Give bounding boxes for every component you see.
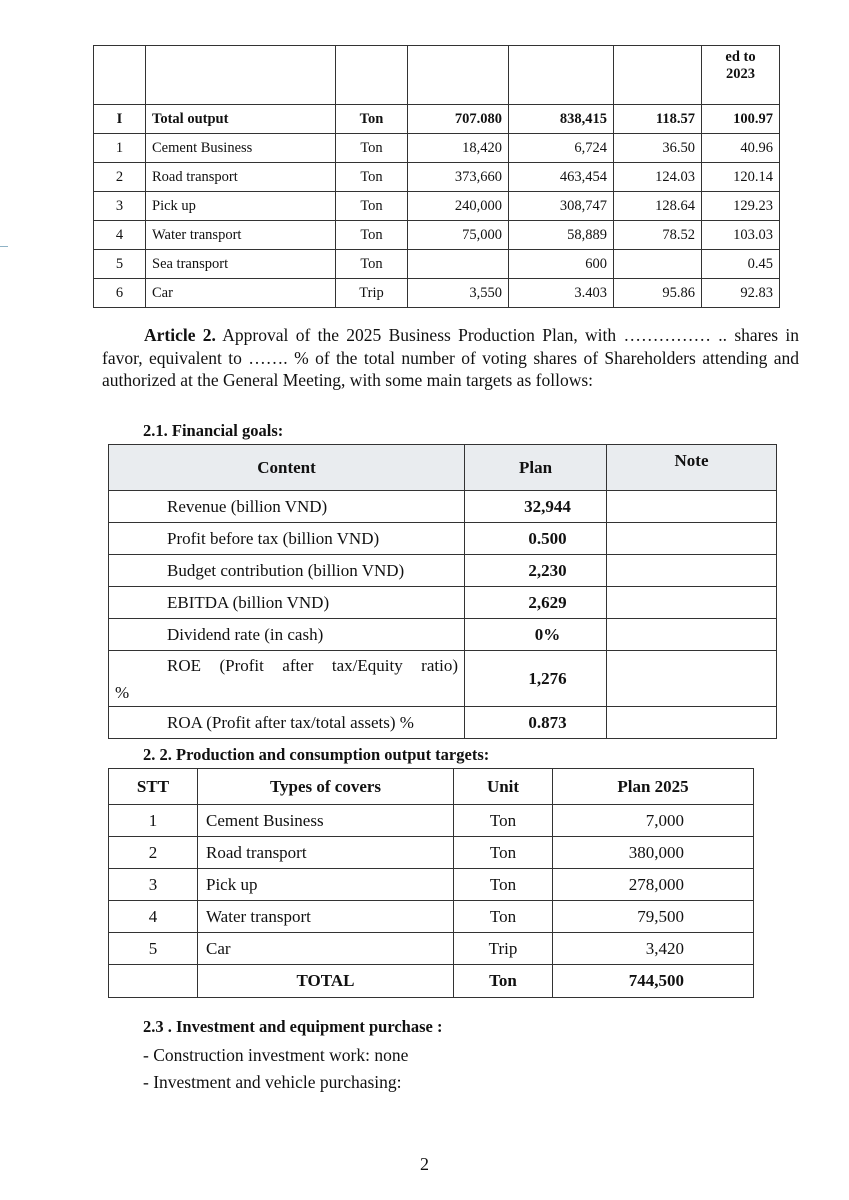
goal-label: Profit before tax (billion VND) — [167, 528, 380, 548]
row-unit: Ton — [454, 901, 553, 933]
row-type: Water transport — [198, 901, 454, 933]
goal-content — [109, 587, 465, 619]
row-plan-value — [408, 250, 509, 279]
table-row — [109, 491, 777, 523]
table-row — [94, 105, 780, 134]
table-row — [109, 805, 754, 837]
row-percent-prior: 40.96 — [702, 134, 780, 163]
header-cell-partial: ed to 2023 — [702, 46, 780, 105]
row-percent-prior: 92.83 — [702, 279, 780, 308]
investment-list — [143, 1042, 408, 1096]
unit-header: Unit — [454, 769, 553, 805]
table-row — [109, 651, 777, 707]
table-row — [109, 933, 754, 965]
total-unit: Ton — [454, 965, 553, 998]
row-unit: Ton — [336, 163, 408, 192]
row-type: Car — [198, 933, 454, 965]
goal-note — [607, 587, 777, 619]
row-type: Cement Business — [198, 805, 454, 837]
row-name: Total output — [146, 105, 336, 134]
row-plan: 7,000 — [553, 805, 754, 837]
row-percent-plan: 78.52 — [614, 221, 702, 250]
total-plan: 744,500 — [553, 965, 754, 998]
row-actual-value: 58,889 — [509, 221, 614, 250]
row-plan: 380,000 — [553, 837, 754, 869]
row-plan: 3,420 — [553, 933, 754, 965]
content-header: Content — [109, 445, 465, 491]
row-unit: Ton — [336, 192, 408, 221]
goal-content — [109, 707, 465, 739]
goal-content — [109, 619, 465, 651]
output-results-table — [93, 45, 780, 308]
row-percent-plan: 36.50 — [614, 134, 702, 163]
plan-2025-header: Plan 2025 — [553, 769, 754, 805]
goal-plan: 0% — [465, 619, 607, 651]
row-plan: 278,000 — [553, 869, 754, 901]
row-plan-value: 18,420 — [408, 134, 509, 163]
row-percent-prior: 129.23 — [702, 192, 780, 221]
goal-content — [109, 555, 465, 587]
section-2-1-heading: 2.1. Financial goals: — [143, 421, 284, 440]
row-unit: Trip — [454, 933, 553, 965]
row-number: 5 — [109, 933, 198, 965]
table-row — [109, 555, 777, 587]
table-row — [94, 134, 780, 163]
row-percent-prior: 120.14 — [702, 163, 780, 192]
row-percent-plan: 124.03 — [614, 163, 702, 192]
row-percent-prior: 103.03 — [702, 221, 780, 250]
goal-prefix: % — [115, 683, 130, 703]
article-label: Article 2. — [144, 325, 216, 345]
total-label: TOTAL — [198, 965, 454, 998]
row-number: 1 — [109, 805, 198, 837]
row-unit: Ton — [454, 837, 553, 869]
row-number: 6 — [94, 279, 146, 308]
row-type: Road transport — [198, 837, 454, 869]
row-type: Pick up — [198, 869, 454, 901]
table-row — [94, 279, 780, 308]
investment-item-vehicle: - Investment and vehicle purchasing: — [143, 1072, 402, 1092]
goal-plan: 32,944 — [465, 491, 607, 523]
goal-label: Budget contribution (billion VND) — [167, 560, 405, 580]
row-number: 2 — [94, 163, 146, 192]
stt-header: STT — [109, 769, 198, 805]
table-row — [94, 192, 780, 221]
goal-content — [109, 491, 465, 523]
row-number: I — [94, 105, 146, 134]
investment-item-construction: - Construction investment work: none — [143, 1045, 409, 1065]
type-header: Types of covers — [198, 769, 454, 805]
section-2-3-heading: 2.3 . Investment and equipment purchase : — [143, 1017, 443, 1036]
table-row — [109, 869, 754, 901]
output-targets-table — [108, 768, 754, 998]
row-unit: Trip — [336, 279, 408, 308]
section-2-2-heading: 2. 2. Production and consumption output targets: — [143, 745, 490, 764]
row-percent-plan: 118.57 — [614, 105, 702, 134]
row-percent-prior: 0.45 — [702, 250, 780, 279]
row-plan-value: 75,000 — [408, 221, 509, 250]
goal-plan: 0.873 — [465, 707, 607, 739]
goal-note — [607, 491, 777, 523]
row-name: Cement Business — [146, 134, 336, 163]
row-percent-plan: 95.86 — [614, 279, 702, 308]
table-row — [94, 163, 780, 192]
goal-plan: 2,629 — [465, 587, 607, 619]
article-2-paragraph — [102, 324, 799, 392]
goal-label: Revenue (billion VND) — [167, 496, 328, 516]
note-header: Note — [607, 445, 777, 491]
row-number: 2 — [109, 837, 198, 869]
goal-label: ROA (Profit after tax/total assets) % — [167, 712, 414, 732]
row-number: 3 — [94, 192, 146, 221]
row-unit: Ton — [336, 134, 408, 163]
goal-plan: 0.500 — [465, 523, 607, 555]
row-name: Road transport — [146, 163, 336, 192]
row-percent-plan: 128.64 — [614, 192, 702, 221]
row-plan-value: 707.080 — [408, 105, 509, 134]
row-unit: Ton — [336, 250, 408, 279]
plan-header: Plan — [465, 445, 607, 491]
goal-plan: 2,230 — [465, 555, 607, 587]
row-actual-value: 308,747 — [509, 192, 614, 221]
table-row — [109, 707, 777, 739]
goal-note — [607, 523, 777, 555]
row-number: 1 — [94, 134, 146, 163]
table-row — [109, 587, 777, 619]
goal-note — [607, 707, 777, 739]
goal-label: EBITDA (billion VND) — [167, 592, 330, 612]
financial-goals-table — [108, 444, 777, 739]
article-text: Approval of the 2025 Business Production Plan, with …………… .. shares in favor, equivalent to ……. % of the total number of voting shares of Shareholders attending and authorized at the General Meeting, with some main targets as follows: — [102, 325, 799, 390]
row-actual-value: 6,724 — [509, 134, 614, 163]
row-actual-value: 838,415 — [509, 105, 614, 134]
row-number: 5 — [94, 250, 146, 279]
row-actual-value: 600 — [509, 250, 614, 279]
page-number: 2 — [420, 1154, 429, 1174]
row-plan-value: 240,000 — [408, 192, 509, 221]
row-name: Sea transport — [146, 250, 336, 279]
table-row — [109, 619, 777, 651]
row-name: Car — [146, 279, 336, 308]
row-actual-value: 463,454 — [509, 163, 614, 192]
goal-label: ROE (Profit after tax/Equity ratio) — [167, 656, 458, 675]
scan-edge-mark — [0, 246, 8, 247]
row-number: 3 — [109, 869, 198, 901]
row-unit: Ton — [336, 105, 408, 134]
goal-content — [109, 651, 465, 707]
row-unit: Ton — [454, 805, 553, 837]
goal-plan: 1,276 — [465, 651, 607, 707]
row-plan-value: 373,660 — [408, 163, 509, 192]
row-name: Pick up — [146, 192, 336, 221]
row-unit: Ton — [336, 221, 408, 250]
goal-content — [109, 523, 465, 555]
row-plan-value: 3,550 — [408, 279, 509, 308]
table-row — [94, 250, 780, 279]
goal-note — [607, 651, 777, 707]
row-unit: Ton — [454, 869, 553, 901]
row-percent-plan — [614, 250, 702, 279]
row-number: 4 — [109, 901, 198, 933]
row-plan: 79,500 — [553, 901, 754, 933]
row-number: 4 — [94, 221, 146, 250]
table-row — [94, 221, 780, 250]
table-row — [109, 901, 754, 933]
table-row — [109, 523, 777, 555]
row-name: Water transport — [146, 221, 336, 250]
goal-note — [607, 619, 777, 651]
row-actual-value: 3.403 — [509, 279, 614, 308]
goal-label: Dividend rate (in cash) — [167, 624, 324, 644]
goal-note — [607, 555, 777, 587]
table-row — [109, 837, 754, 869]
row-percent-prior: 100.97 — [702, 105, 780, 134]
